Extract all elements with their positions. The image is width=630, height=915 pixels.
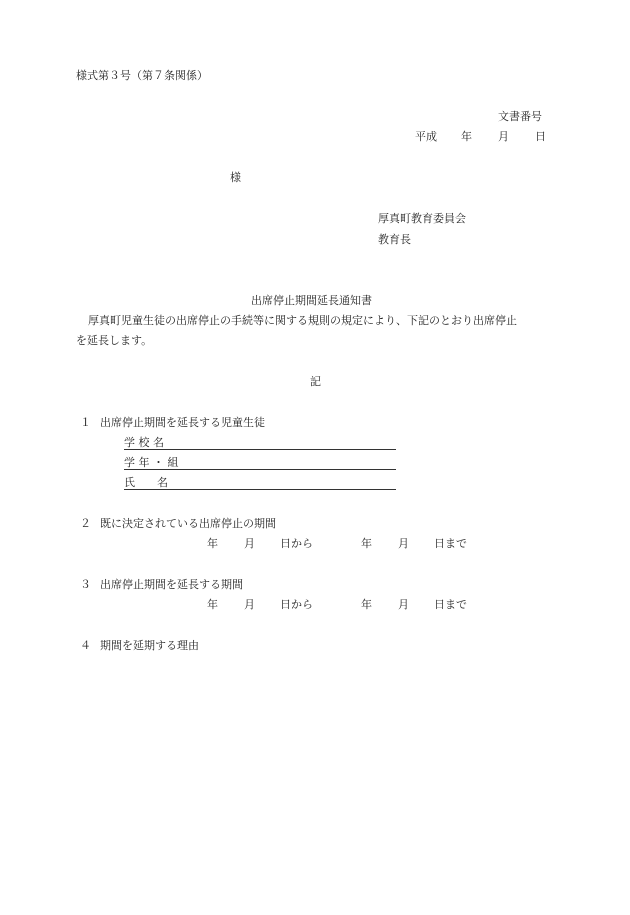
item-3-day-to: 日まで [434, 598, 467, 611]
field-school-name-label: 学 校 名 [124, 436, 164, 449]
item-3-label: 出席停止期間を延長する期間 [100, 578, 243, 591]
item-2-year-2: 年 [361, 537, 372, 550]
item-4-label: 期間を延期する理由 [100, 639, 199, 652]
recipient-honorific: 様 [230, 171, 241, 184]
field-grade-class-label: 学 年 ・ 組 [124, 456, 179, 469]
form-number: 様式第３号（第７条関係） [76, 69, 208, 82]
item-3-month-1: 月 [244, 598, 255, 611]
item-3-number: ３ [80, 578, 91, 591]
item-2-label: 既に決定されている出席停止の期間 [100, 517, 276, 530]
date-era: 平成 [415, 130, 437, 143]
item-3-day-from: 日から [280, 598, 313, 611]
item-2-number: ２ [80, 517, 91, 530]
item-3-month-2: 月 [398, 598, 409, 611]
body-line-1: 厚真町児童生徒の出席停止の手続等に関する規則の規定により、下記のとおり出席停止 [88, 314, 517, 327]
item-1-label: 出席停止期間を延長する児童生徒 [100, 416, 265, 429]
date-month: 月 [498, 130, 509, 143]
item-2-day-from: 日から [280, 537, 313, 550]
document-title: 出席停止期間延長通知書 [251, 294, 372, 307]
item-3-year-2: 年 [361, 598, 372, 611]
body-line-2: を延長します。 [76, 334, 153, 347]
sender-title: 教育長 [378, 233, 411, 246]
item-1-number: １ [80, 416, 91, 429]
field-grade-class-line[interactable] [124, 469, 396, 470]
item-2-month-2: 月 [398, 537, 409, 550]
item-4-number: ４ [80, 639, 91, 652]
date-year: 年 [461, 130, 472, 143]
date-day: 日 [535, 130, 546, 143]
item-2-year-1: 年 [207, 537, 218, 550]
field-school-name-line[interactable] [124, 449, 396, 450]
item-2-day-to: 日まで [434, 537, 467, 550]
item-3-year-1: 年 [207, 598, 218, 611]
item-2-month-1: 月 [244, 537, 255, 550]
field-student-name-line[interactable] [124, 489, 396, 490]
ki-heading: 記 [310, 375, 321, 388]
document-number-label: 文書番号 [498, 110, 542, 123]
sender-organization: 厚真町教育委員会 [378, 212, 466, 225]
field-student-name-label: 氏 名 [124, 476, 168, 489]
